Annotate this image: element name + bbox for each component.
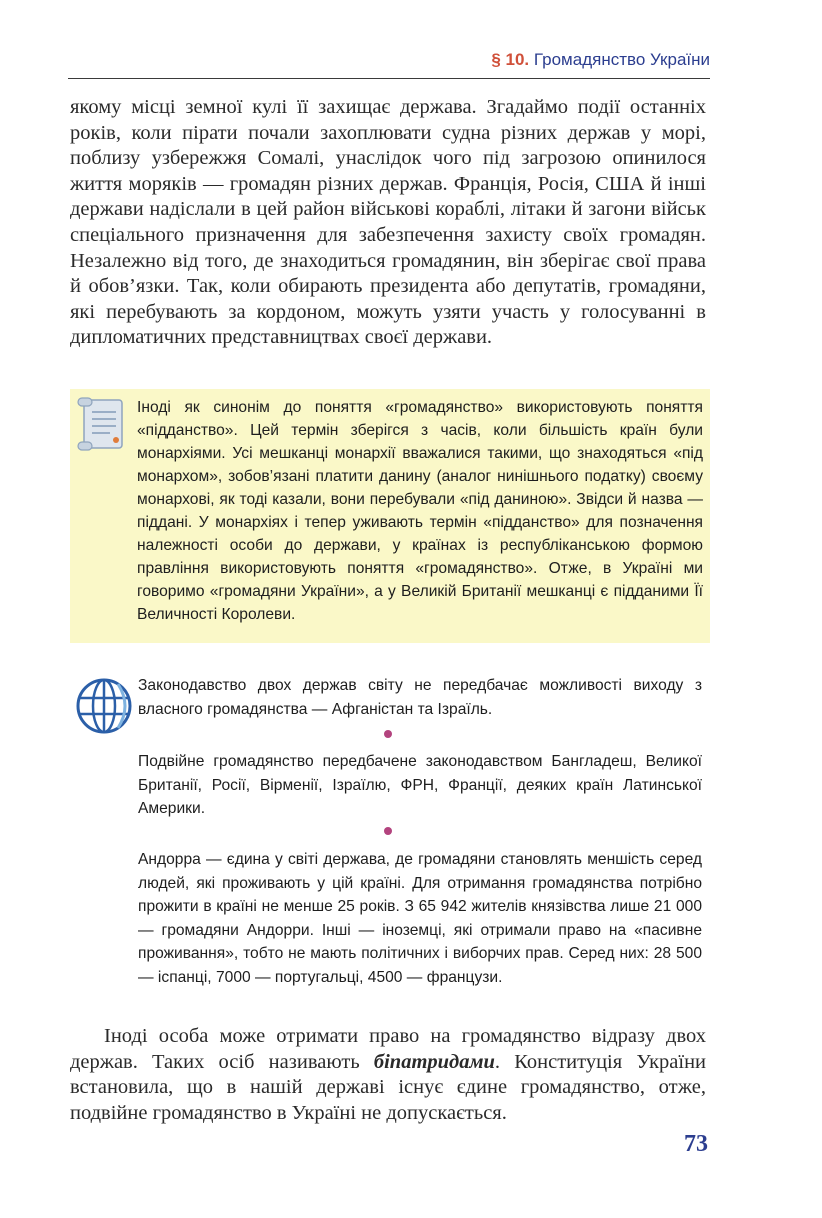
body-paragraph-1: якому місці земної кулі її захищає держава. Згадаймо події останніх років, коли пірати почали захоплювати судна різних держав у морі, поблизу узбережжя Сомалі, унаслідок чого під загрозою опинилося життя моряків — громадян різних держав. Франція, Росія, США й інші держави надіслали в цей район військові кораблі, літаки й загони військ спеціального призначення для забезпечення захисту своїх громадян. Незалежно від того, де знаходиться громадянин, він зберігає свої права й обов’язки. Так, коли обирають президента або депутатів, громадяни, які перебувають за кордоном, можуть узяти участь у голосуванні в дипломатичних представництвах своєї держави. <box>70 96 706 349</box>
section-title: Громадянство України <box>533 50 710 69</box>
fact-separator-dot <box>384 827 392 835</box>
body-paragraph-2 <box>70 1024 706 1126</box>
fact-item-2: Подвійне громадянство передбачене законодавством Бангладеш, Великої Британії, Росії, Вірменії, Ізраїлю, ФРН, Франції, деяких країн Латинської Америки. <box>138 753 702 817</box>
fact-separator-dot <box>384 730 392 738</box>
paragraph-text-after: . Конституція України встановила, що в нашій державі існує єдине громадянство, отже, подвійне громадянство в Україні не допускається. <box>70 1050 707 1124</box>
scroll-document-icon <box>74 396 130 454</box>
page-number: 73 <box>684 1131 708 1157</box>
term-bipatrids: біпатридами <box>373 1050 495 1073</box>
fact-item-1: Законодавство двох держав світу не передбачає можливості виходу з власного громадянства — Афганістан та Ізраїль. <box>138 677 702 718</box>
page-header <box>68 50 710 79</box>
fact-item-3: Андорра — єдина у світі держава, де громадяни становлять меншість серед людей, які проживають у цій країні. Для отримання громадянства потрібно прожити в країні не менше 25 років. З 65 942 жителів князівства лише 21 000 — громадяни Андорри. Інші — іноземці, які отримали право на «пасивне проживання», тобто не мають політичних і виборчих прав. Серед них: 28 500 — іспанці, 7000 — португальці, 4500 — французи. <box>138 851 702 986</box>
section-number: § 10. <box>491 50 530 69</box>
paragraph-text-before: Іноді особа може отримати право на громадянство відразу двох держав. Таких осіб називають <box>70 1025 706 1073</box>
note-text: Іноді як синонім до поняття «громадянство» використовують поняття «підданство». Цей термін зберігся з часів, коли більшість країн були монархіями. Усі мешканці монархії вважалися такими, що знаходяться «під монархом», зобов’язані платити данину (аналог нинішнього податку) своєму монархові, як тоді казали, вони перебували «під даниною». Звідси й назва — піддані. У монархіях і тепер уживають термін «підданство» для позначення належності особи до держави, у країнах із республіканською формою правління використовують поняття «громадянство». Отже, в Україні ми говоримо «громадяни України», а у Великій Британії мешканці є підданими Її Величності Королеви. <box>137 399 703 623</box>
globe-icon <box>74 676 134 736</box>
